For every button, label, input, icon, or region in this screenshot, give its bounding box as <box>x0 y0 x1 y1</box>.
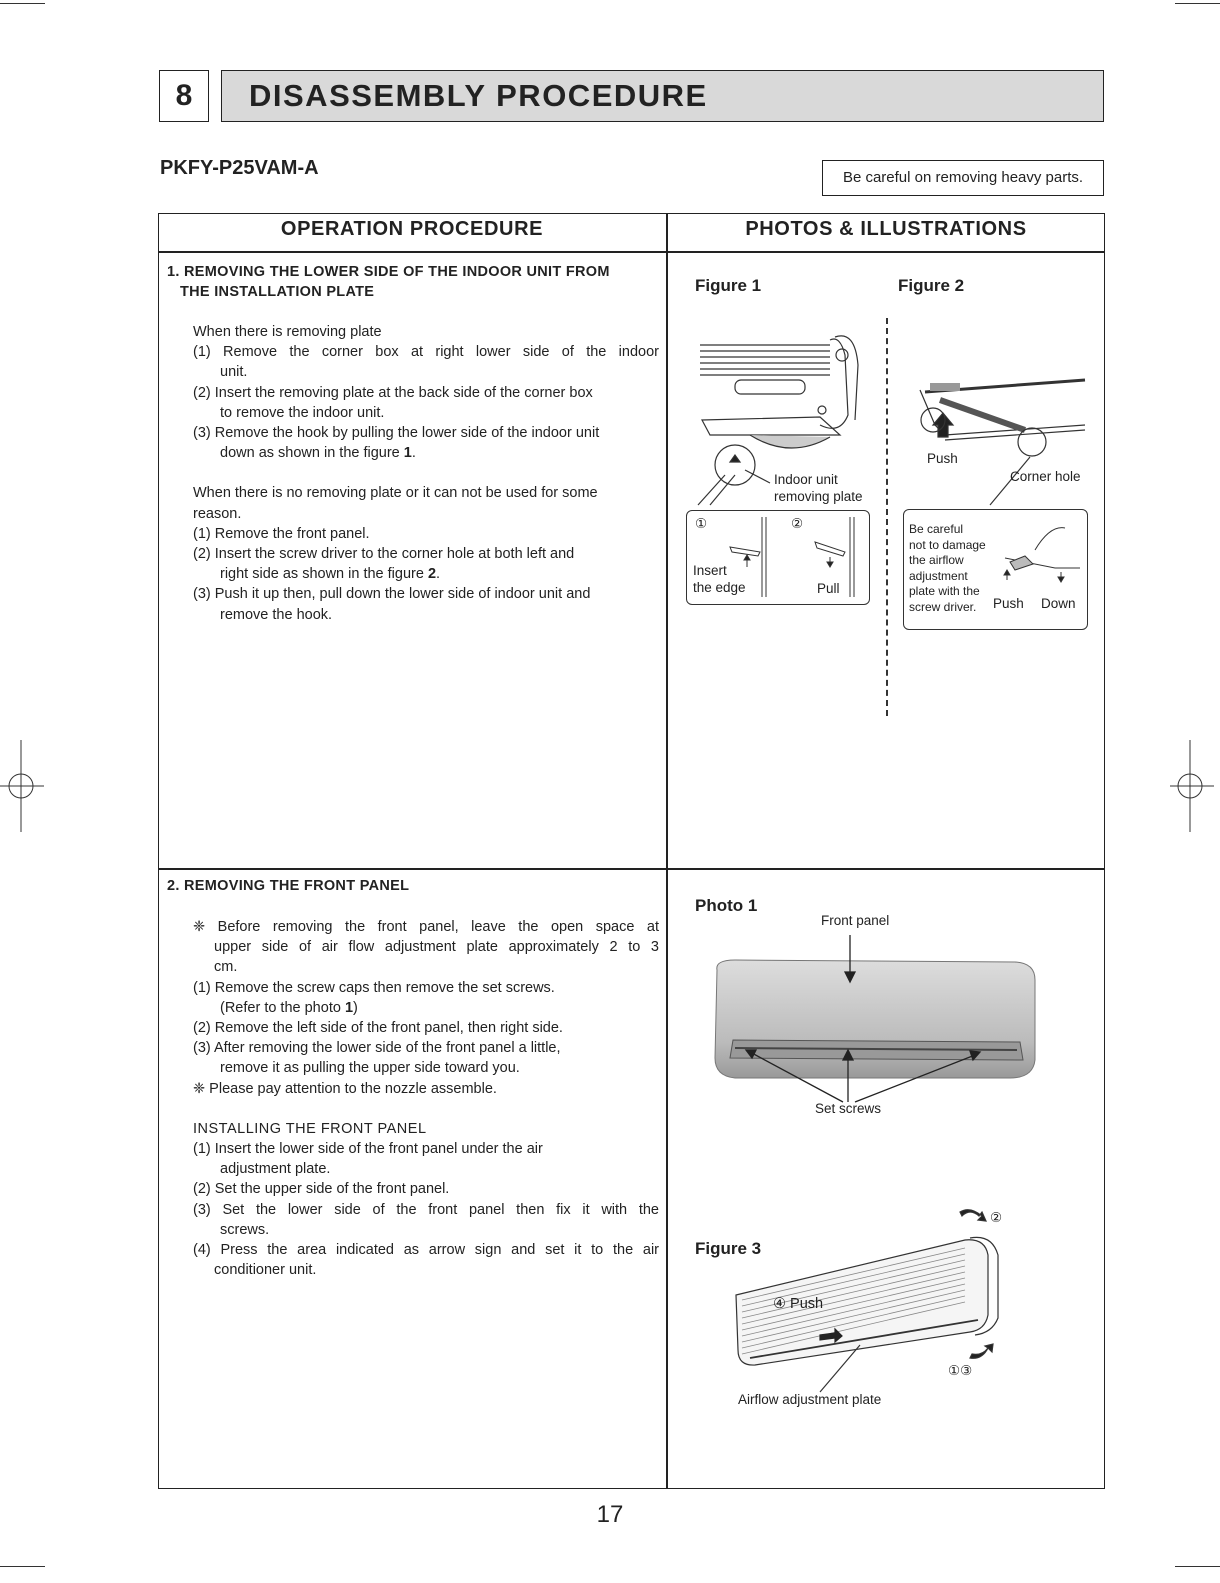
figure1-label: Figure 1 <box>695 276 762 295</box>
figure2-down-label: Down <box>1041 596 1076 611</box>
model-number: PKFY-P25VAM-A <box>160 157 319 179</box>
figure3-step2-mark: ② <box>990 1210 1003 1225</box>
table-divider <box>158 868 1105 870</box>
photo1-indoor-unit-photo <box>705 930 1045 1090</box>
crop-mark <box>1175 3 1220 4</box>
figure2-label: Figure 2 <box>898 276 965 295</box>
registration-mark-right <box>1170 740 1214 832</box>
figure3-illustration <box>730 1200 1020 1390</box>
step2-heading: 2. REMOVING THE FRONT PANEL <box>167 878 410 894</box>
figure2-push2-label: Push <box>993 596 1024 611</box>
crop-mark <box>1175 1566 1220 1567</box>
figure1-pull-label: Pull <box>817 581 840 596</box>
page-number: 17 <box>596 1501 624 1528</box>
figure2-corner-hole-label: Corner hole <box>1010 469 1081 484</box>
figure2-illustration <box>905 365 1090 510</box>
section-title: DISASSEMBLY PROCEDURE <box>221 70 1104 122</box>
crop-mark <box>0 1566 45 1567</box>
photo1-label: Photo 1 <box>695 896 758 915</box>
figure-separator <box>886 318 888 716</box>
table-divider <box>666 213 668 1489</box>
caution-box: Be careful on removing heavy parts. <box>822 160 1104 196</box>
figure1-insert-label: Insert the edge <box>693 563 746 595</box>
figure3-airflow-label: Airflow adjustment plate <box>738 1392 882 1407</box>
photo1-set-screws-label: Set screws <box>815 1101 882 1116</box>
column-header-photos: PHOTOS & ILLUSTRATIONS <box>745 218 1027 240</box>
column-header-operation: OPERATION PROCEDURE <box>280 218 544 240</box>
figure2-caution-note: Be careful not to damage the airflow adjustment plate with the screw driver. <box>909 522 986 614</box>
figure2-push-label: Push <box>927 451 958 466</box>
crop-mark <box>0 3 45 4</box>
registration-mark-left <box>0 740 44 832</box>
step2-body: ❈ Before removing the front panel, leave the open space at upper side of air flow adjustment plate approximately 2 to 3 cm. (1) Remove the screw caps then remove the set screws. (Refer to the photo 1) (2) Remove the left side of the front panel, then right side. (3) After removing the lower side of the front panel a little, remove it as pulling the upper side toward you. ❈ Please pay attention to the nozzle assemble. INSTALLING THE FRONT PANEL (1) Insert the lower side of the front panel under the air adjustment plate. (2) Set the upper side of the front panel. (3) Set the lower side of the front panel then fix it with the screws. (4) Press the area indicated as arrow sign and set it to the air conditioner unit. <box>193 919 659 1279</box>
table-divider <box>158 251 1105 253</box>
section-number: 8 <box>159 70 209 122</box>
figure1-step1-mark: ① <box>695 516 708 531</box>
figure3-label: Figure 3 <box>695 1239 762 1258</box>
figure1-step2-mark: ② <box>791 516 804 531</box>
photo1-front-panel-label: Front panel <box>821 913 890 928</box>
step1-heading: 1. REMOVING THE LOWER SIDE OF THE INDOOR UNIT FROM THE INSTALLATION PLATE <box>167 264 610 300</box>
figure1-indoor-unit-label: Indoor unit removing plate <box>774 472 863 504</box>
figure3-step13-mark: ①③ <box>948 1363 973 1378</box>
figure2-detail-drawing <box>995 520 1083 590</box>
figure3-push-label: ④ Push <box>773 1296 824 1312</box>
step1-body: When there is removing plate (1) Remove the corner box at right lower side of the indoor unit. (2) Insert the removing plate at the back side of the corner box to remove the indoor unit. (3) Remove the hook by pulling the lower side of the indoor unit down as shown in the figure 1. When there is no removing plate or it can not be used for some reason. (1) Remove the front panel. (2) Insert the screw driver to the corner hole at both left and right side as shown in the figure 2. (3) Push it up then, pull down the lower side of indoor unit and remove the hook. <box>193 324 659 623</box>
